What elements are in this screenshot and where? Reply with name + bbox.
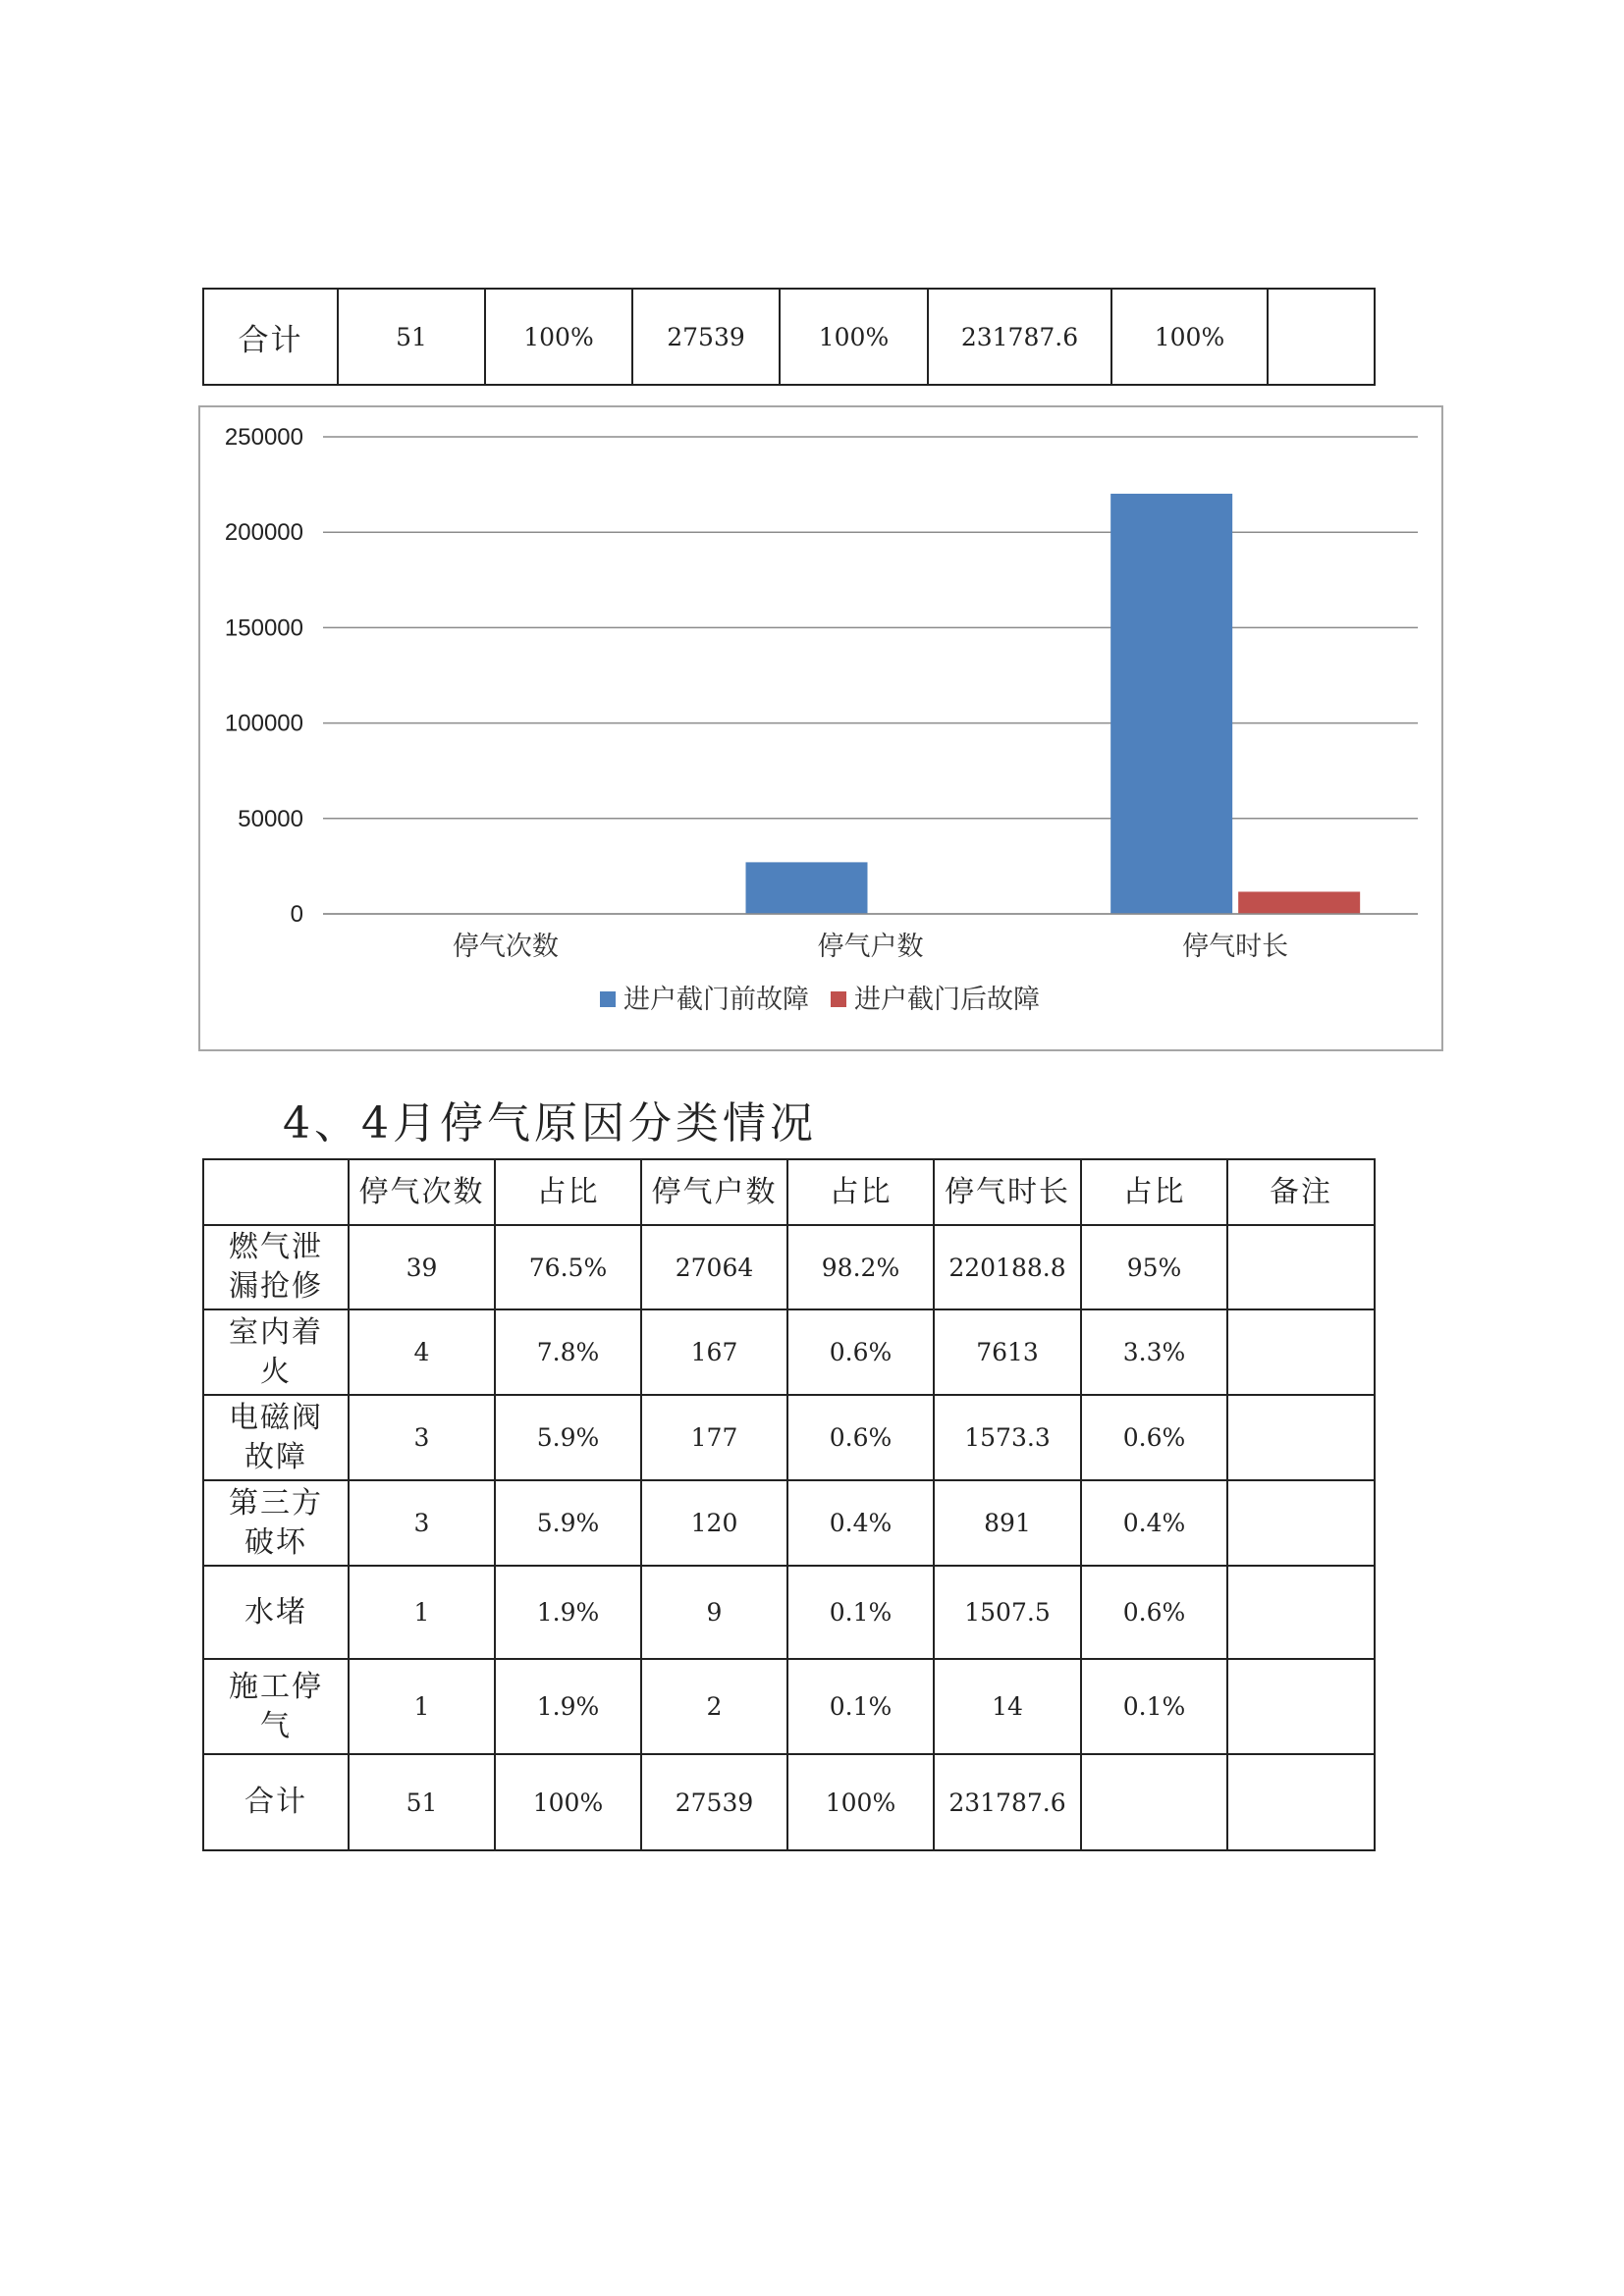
- table-cell: 1: [349, 1566, 495, 1659]
- table-cell: 3.3%: [1081, 1309, 1227, 1395]
- section-heading: 4、4月停气原因分类情况: [283, 1098, 817, 1148]
- table-cell: 51: [338, 289, 485, 385]
- table-cell: [1227, 1566, 1375, 1659]
- table-cell: 0.1%: [1081, 1659, 1227, 1754]
- table-cell: 7613: [934, 1309, 1081, 1395]
- bar-chart: [198, 405, 1443, 1051]
- table-header-cell: 占比: [495, 1159, 641, 1225]
- table-cell: 27539: [641, 1754, 787, 1850]
- table-cell: 100%: [1111, 289, 1268, 385]
- table-row: [203, 1309, 1375, 1395]
- table-cell: 100%: [787, 1754, 934, 1850]
- table-header-cell: 停气户数: [641, 1159, 787, 1225]
- legend-label: 进户截门前故障: [623, 985, 809, 1015]
- table-cell: 0.6%: [787, 1395, 934, 1480]
- y-tick-label: 150000: [224, 614, 303, 642]
- table-cell: [1227, 1225, 1375, 1309]
- outage-cause-table: [202, 1158, 1376, 1851]
- table-cell: [1227, 1480, 1375, 1566]
- table-cell: 0.1%: [787, 1566, 934, 1659]
- table-header-row: [203, 1159, 1375, 1225]
- table-cell: 95%: [1081, 1225, 1227, 1309]
- table-cell: 1507.5: [934, 1566, 1081, 1659]
- bar-before-valve-2: [1110, 494, 1232, 914]
- row-label-cell: 燃气泄 漏抢修: [203, 1225, 349, 1309]
- table-cell: [1227, 1659, 1375, 1754]
- table-header-cell: 备注: [1227, 1159, 1375, 1225]
- y-tick-label: 0: [290, 901, 303, 928]
- table-cell: 9: [641, 1566, 787, 1659]
- table-header-cell: 占比: [787, 1159, 934, 1225]
- table-cell: 3: [349, 1395, 495, 1480]
- table-cell: 100%: [780, 289, 928, 385]
- table-cell: 0.6%: [1081, 1395, 1227, 1480]
- table-cell: 3: [349, 1480, 495, 1566]
- table-header-cell: 停气时长: [934, 1159, 1081, 1225]
- table-cell: [1227, 1309, 1375, 1395]
- table-cell: 231787.6: [928, 289, 1111, 385]
- legend-label: 进户截门后故障: [854, 985, 1040, 1015]
- table-cell: 98.2%: [787, 1225, 934, 1309]
- table-header-cell: [203, 1159, 349, 1225]
- table-cell: 0.6%: [787, 1309, 934, 1395]
- table-cell: 120: [641, 1480, 787, 1566]
- y-tick-label: 50000: [238, 805, 303, 832]
- table-cell: 0.4%: [787, 1480, 934, 1566]
- table-header-cell: 停气次数: [349, 1159, 495, 1225]
- table-cell: 1.9%: [495, 1659, 641, 1754]
- row-label-cell: 水堵: [203, 1566, 349, 1659]
- table-cell: 76.5%: [495, 1225, 641, 1309]
- table-cell: 5.9%: [495, 1395, 641, 1480]
- table-row: [203, 1566, 1375, 1659]
- table-cell: 231787.6: [934, 1754, 1081, 1850]
- table-cell: 39: [349, 1225, 495, 1309]
- row-label-cell: 合计: [203, 1754, 349, 1850]
- table-cell: 2: [641, 1659, 787, 1754]
- table-cell: 167: [641, 1309, 787, 1395]
- table-header-cell: 占比: [1081, 1159, 1227, 1225]
- table-cell: 4: [349, 1309, 495, 1395]
- y-tick-label: 200000: [224, 519, 303, 547]
- table-cell: 100%: [495, 1754, 641, 1850]
- table-cell: 27064: [641, 1225, 787, 1309]
- table-row: [203, 1225, 1375, 1309]
- y-tick-label: 100000: [224, 710, 303, 737]
- table-row: [203, 1659, 1375, 1754]
- table-cell: 51: [349, 1754, 495, 1850]
- row-label-cell: 室内着 火: [203, 1309, 349, 1395]
- table-row: [203, 1395, 1375, 1480]
- table-cell: 14: [934, 1659, 1081, 1754]
- table-cell: [1227, 1395, 1375, 1480]
- table-cell: 合计: [203, 289, 338, 385]
- bar-after-valve-2: [1238, 891, 1360, 914]
- table-cell: 891: [934, 1480, 1081, 1566]
- table-cell: 100%: [485, 289, 632, 385]
- table-row: [203, 1754, 1375, 1850]
- row-label-cell: 第三方 破坏: [203, 1480, 349, 1566]
- table-cell: 0.4%: [1081, 1480, 1227, 1566]
- table-row: [203, 289, 1375, 385]
- row-label-cell: 施工停 气: [203, 1659, 349, 1754]
- table-cell: 27539: [632, 289, 780, 385]
- table-cell: 0.1%: [787, 1659, 934, 1754]
- x-category-label: 停气户数: [817, 932, 924, 962]
- legend-swatch: [600, 991, 616, 1007]
- x-category-label: 停气时长: [1182, 932, 1289, 962]
- table-cell: 1.9%: [495, 1566, 641, 1659]
- summary-table: [202, 288, 1376, 386]
- table-cell: [1081, 1754, 1227, 1850]
- bar-before-valve-1: [746, 862, 868, 914]
- chart-canvas: [200, 407, 1445, 1053]
- row-label-cell: 电磁阀 故障: [203, 1395, 349, 1480]
- table-row: [203, 1480, 1375, 1566]
- table-cell: 1573.3: [934, 1395, 1081, 1480]
- x-category-label: 停气次数: [452, 932, 559, 962]
- y-tick-label: 250000: [224, 424, 303, 451]
- table-cell: 1: [349, 1659, 495, 1754]
- table-cell: 220188.8: [934, 1225, 1081, 1309]
- table-cell: 7.8%: [495, 1309, 641, 1395]
- table-cell: 0.6%: [1081, 1566, 1227, 1659]
- table-cell: [1227, 1754, 1375, 1850]
- legend-swatch: [831, 991, 846, 1007]
- table-cell: 5.9%: [495, 1480, 641, 1566]
- table-cell: 177: [641, 1395, 787, 1480]
- table-cell: [1268, 289, 1375, 385]
